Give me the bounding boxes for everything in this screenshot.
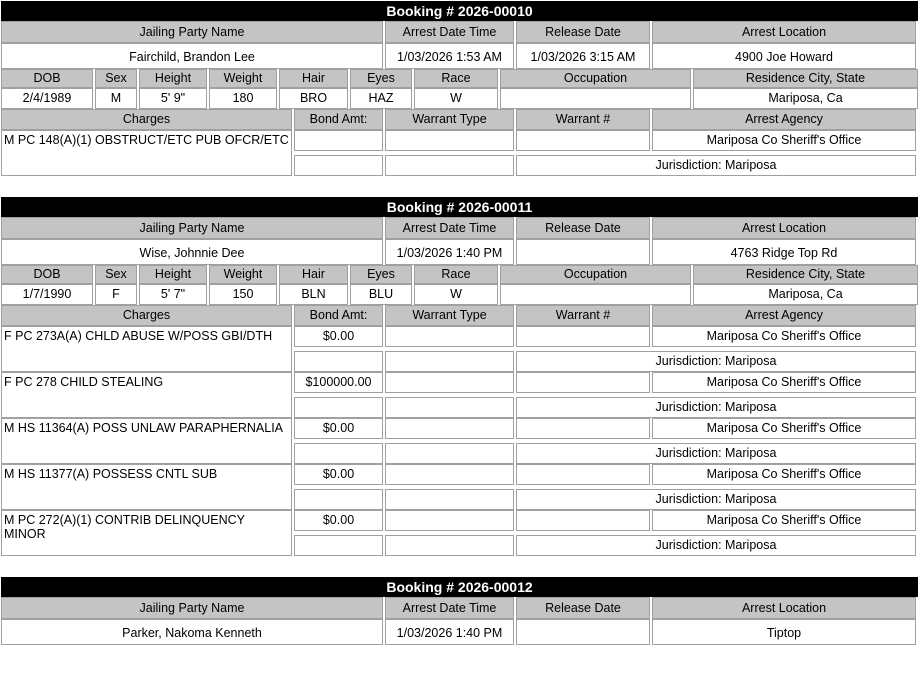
header-occupation: Occupation: [500, 265, 691, 284]
header-arrest-location: Arrest Location: [652, 217, 916, 239]
header-arrest-date-time: Arrest Date Time: [385, 21, 514, 43]
booking-title: Booking # 2026-00010: [1, 1, 918, 21]
hair-value: BLN: [279, 284, 348, 305]
header-bond-amt: Bond Amt:: [294, 305, 383, 326]
charge-description: M PC 148(A)(1) OBSTRUCT/ETC PUB OFCR/ETC: [1, 130, 292, 176]
arrest-agency-value: Mariposa Co Sheriff's Office: [652, 510, 916, 531]
warrant-no-value: [516, 418, 650, 439]
inmate-name: Wise, Johnnie Dee: [1, 239, 383, 265]
header-arrest-agency: Arrest Agency: [652, 305, 916, 326]
race-value: W: [414, 88, 498, 109]
charge-row: [1, 130, 918, 176]
header-release-date: Release Date: [516, 217, 650, 239]
header-dob: DOB: [1, 265, 93, 284]
header-height: Height: [139, 69, 207, 88]
header-release-date: Release Date: [516, 21, 650, 43]
header-jailing-party-name: Jailing Party Name: [1, 21, 383, 43]
header-warrant-type: Warrant Type: [385, 305, 514, 326]
inmate-name: Parker, Nakoma Kenneth: [1, 619, 383, 645]
release-date-value: [516, 239, 650, 265]
warrant-blank: [385, 397, 514, 418]
arrest-agency-value: Mariposa Co Sheriff's Office: [652, 372, 916, 393]
warrant-no-value: [516, 130, 650, 151]
header-charges: Charges: [1, 109, 292, 130]
charge-row: [1, 372, 918, 418]
dob-value: 2/4/1989: [1, 88, 93, 109]
warrant-blank: [385, 351, 514, 372]
header-release-date: Release Date: [516, 597, 650, 619]
header-weight: Weight: [209, 69, 277, 88]
release-date-value: [516, 619, 650, 645]
charge-description: M HS 11377(A) POSSESS CNTL SUB: [1, 464, 292, 510]
weight-value: 150: [209, 284, 277, 305]
header-warrant-no: Warrant #: [516, 109, 650, 130]
header-residence: Residence City, State: [693, 69, 918, 88]
header-charges: Charges: [1, 305, 292, 326]
arrest-date-time-value: 1/03/2026 1:53 AM: [385, 43, 514, 69]
bond-blank: [294, 443, 383, 464]
header-residence: Residence City, State: [693, 265, 918, 284]
residence-value: Mariposa, Ca: [693, 284, 918, 305]
charge-description: F PC 273A(A) CHLD ABUSE W/POSS GBI/DTH: [1, 326, 292, 372]
jurisdiction-value: Jurisdiction: Mariposa: [516, 397, 916, 418]
header-jailing-party-name: Jailing Party Name: [1, 597, 383, 619]
dob-value: 1/7/1990: [1, 284, 93, 305]
bond-blank: [294, 397, 383, 418]
bond-amount: $0.00: [294, 510, 383, 531]
charge-row: [1, 510, 918, 556]
bond-blank: [294, 535, 383, 556]
bond-amount: $100000.00: [294, 372, 383, 393]
charge-row: [1, 326, 918, 372]
arrest-location-value: 4763 Ridge Top Rd: [652, 239, 916, 265]
height-value: 5' 9": [139, 88, 207, 109]
arrest-agency-value: Mariposa Co Sheriff's Office: [652, 418, 916, 439]
header-sex: Sex: [95, 69, 137, 88]
header-bond-amt: Bond Amt:: [294, 109, 383, 130]
sex-value: M: [95, 88, 137, 109]
booking-record: [1, 577, 918, 645]
warrant-type-value: [385, 326, 514, 347]
arrest-date-time-value: 1/03/2026 1:40 PM: [385, 619, 514, 645]
header-race: Race: [414, 69, 498, 88]
bond-amount: $0.00: [294, 326, 383, 347]
warrant-type-value: [385, 130, 514, 151]
hair-value: BRO: [279, 88, 348, 109]
charge-description: M PC 272(A)(1) CONTRIB DELINQUENCY MINOR: [1, 510, 292, 556]
warrant-blank: [385, 155, 514, 176]
arrest-agency-value: Mariposa Co Sheriff's Office: [652, 464, 916, 485]
arrest-location-value: Tiptop: [652, 619, 916, 645]
residence-value: Mariposa, Ca: [693, 88, 918, 109]
header-arrest-location: Arrest Location: [652, 597, 916, 619]
header-sex: Sex: [95, 265, 137, 284]
jurisdiction-value: Jurisdiction: Mariposa: [516, 535, 916, 556]
weight-value: 180: [209, 88, 277, 109]
booking-title: Booking # 2026-00012: [1, 577, 918, 597]
header-weight: Weight: [209, 265, 277, 284]
header-warrant-no: Warrant #: [516, 305, 650, 326]
charge-description: F PC 278 CHILD STEALING: [1, 372, 292, 418]
charge-description: M HS 11364(A) POSS UNLAW PARAPHERNALIA: [1, 418, 292, 464]
eyes-value: HAZ: [350, 88, 412, 109]
header-eyes: Eyes: [350, 265, 412, 284]
header-occupation: Occupation: [500, 69, 691, 88]
header-arrest-agency: Arrest Agency: [652, 109, 916, 130]
header-arrest-date-time: Arrest Date Time: [385, 217, 514, 239]
bond-blank: [294, 155, 383, 176]
arrest-date-time-value: 1/03/2026 1:40 PM: [385, 239, 514, 265]
header-arrest-date-time: Arrest Date Time: [385, 597, 514, 619]
jurisdiction-value: Jurisdiction: Mariposa: [516, 155, 916, 176]
race-value: W: [414, 284, 498, 305]
bond-blank: [294, 351, 383, 372]
arrest-agency-value: Mariposa Co Sheriff's Office: [652, 326, 916, 347]
warrant-type-value: [385, 372, 514, 393]
booking-record: [1, 197, 918, 556]
arrest-location-value: 4900 Joe Howard: [652, 43, 916, 69]
booking-record: [1, 1, 918, 176]
charge-row: [1, 418, 918, 464]
bond-amount: [294, 130, 383, 151]
jurisdiction-value: Jurisdiction: Mariposa: [516, 351, 916, 372]
header-jailing-party-name: Jailing Party Name: [1, 217, 383, 239]
inmate-name: Fairchild, Brandon Lee: [1, 43, 383, 69]
height-value: 5' 7": [139, 284, 207, 305]
warrant-blank: [385, 489, 514, 510]
warrant-blank: [385, 535, 514, 556]
occupation-value: [500, 88, 691, 109]
bond-amount: $0.00: [294, 464, 383, 485]
header-race: Race: [414, 265, 498, 284]
warrant-no-value: [516, 372, 650, 393]
header-arrest-location: Arrest Location: [652, 21, 916, 43]
booking-title: Booking # 2026-00011: [1, 197, 918, 217]
eyes-value: BLU: [350, 284, 412, 305]
release-date-value: 1/03/2026 3:15 AM: [516, 43, 650, 69]
header-height: Height: [139, 265, 207, 284]
sex-value: F: [95, 284, 137, 305]
occupation-value: [500, 284, 691, 305]
header-eyes: Eyes: [350, 69, 412, 88]
bond-blank: [294, 489, 383, 510]
jurisdiction-value: Jurisdiction: Mariposa: [516, 489, 916, 510]
header-hair: Hair: [279, 265, 348, 284]
jurisdiction-value: Jurisdiction: Mariposa: [516, 443, 916, 464]
warrant-type-value: [385, 464, 514, 485]
warrant-blank: [385, 443, 514, 464]
warrant-no-value: [516, 464, 650, 485]
arrest-agency-value: Mariposa Co Sheriff's Office: [652, 130, 916, 151]
header-warrant-type: Warrant Type: [385, 109, 514, 130]
bond-amount: $0.00: [294, 418, 383, 439]
warrant-no-value: [516, 326, 650, 347]
warrant-type-value: [385, 510, 514, 531]
header-dob: DOB: [1, 69, 93, 88]
booking-list: [0, 1, 920, 645]
warrant-no-value: [516, 510, 650, 531]
warrant-type-value: [385, 418, 514, 439]
charge-row: [1, 464, 918, 510]
header-hair: Hair: [279, 69, 348, 88]
